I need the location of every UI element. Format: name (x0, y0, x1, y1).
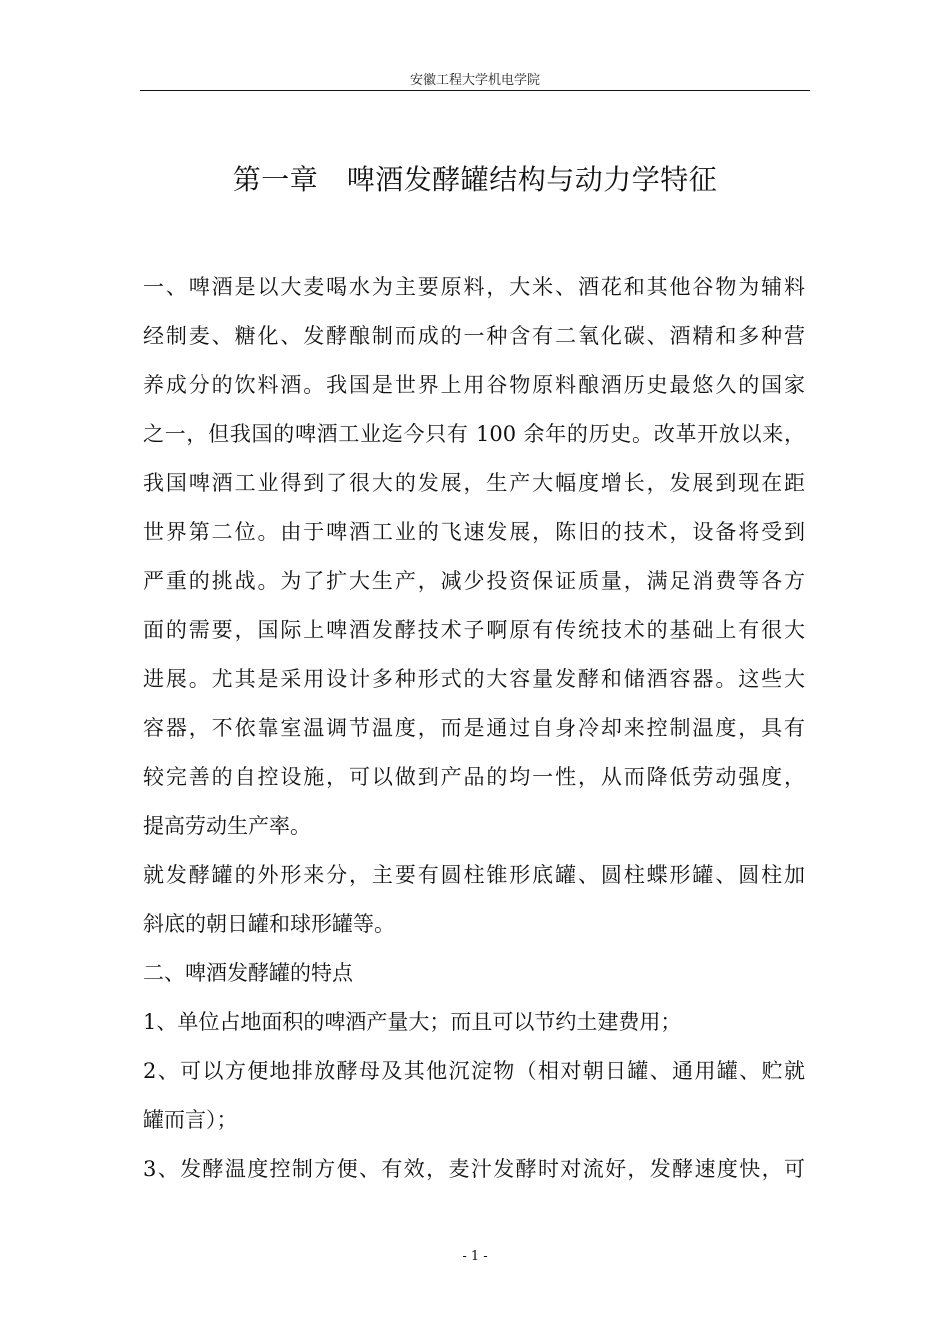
text-line: 提高劳动生产率。 (143, 814, 311, 838)
section-heading: 二、啤酒发酵罐的特点 (143, 961, 353, 985)
list-item: 2、可以方便地排放酵母及其他沉淀物（相对朝日罐、通用罐、贮就 (143, 1059, 805, 1083)
list-item: 3、发酵温度控制方便、有效，麦汁发酵时对流好，发酵速度快，可 (143, 1157, 805, 1181)
text-line: 进展。尤其是采用设计多种形式的大容量发酵和储酒容器。这些大 (143, 667, 805, 691)
body-text (143, 263, 805, 1194)
page-number: - 1 - (462, 1249, 488, 1264)
text-line: 我国啤酒工业得到了很大的发展，生产大幅度增长，发展到现在距 (143, 471, 805, 495)
chapter-title: 第一章 啤酒发酵罐结构与动力学特征 (232, 163, 718, 196)
list-item: 1、单位占地面积的啤酒产量大；而且可以节约土建费用； (143, 1010, 682, 1034)
text-line: 面的需要，国际上啤酒发酵技术子啊原有传统技术的基础上有很大 (143, 618, 805, 642)
text-line: 就发酵罐的外形来分，主要有圆柱锥形底罐、圆柱蝶形罐、圆柱加 (143, 863, 805, 887)
text-line: 斜底的朝日罐和球形罐等。 (143, 912, 395, 936)
text-line: 养成分的饮料酒。我国是世界上用谷物原料酿酒历史最悠久的国家 (143, 373, 805, 397)
text-line: 之一，但我国的啤酒工业迄今只有 100 余年的历史。改革开放以来， (143, 422, 805, 446)
text-line: 较完善的自控设施，可以做到产品的均一性，从而降低劳动强度， (143, 765, 805, 789)
text-line: 一、啤酒是以大麦喝水为主要原料，大米、酒花和其他谷物为辅料 (143, 275, 805, 299)
text-line: 经制麦、糖化、发酵酿制而成的一种含有二氧化碳、酒精和多种营 (143, 324, 805, 348)
list-item-continuation: 罐而言）； (143, 1108, 238, 1132)
page-header: 安徽工程大学机电学院 (409, 73, 540, 88)
text-line: 世界第二位。由于啤酒工业的飞速发展，陈旧的技术，设备将受到 (143, 520, 805, 544)
text-line: 严重的挑战。为了扩大生产，减少投资保证质量，满足消费等各方 (143, 569, 805, 593)
text-line: 容器，不依靠室温调节温度，而是通过自身冷却来控制温度，具有 (143, 716, 805, 740)
header-divider (140, 90, 810, 91)
